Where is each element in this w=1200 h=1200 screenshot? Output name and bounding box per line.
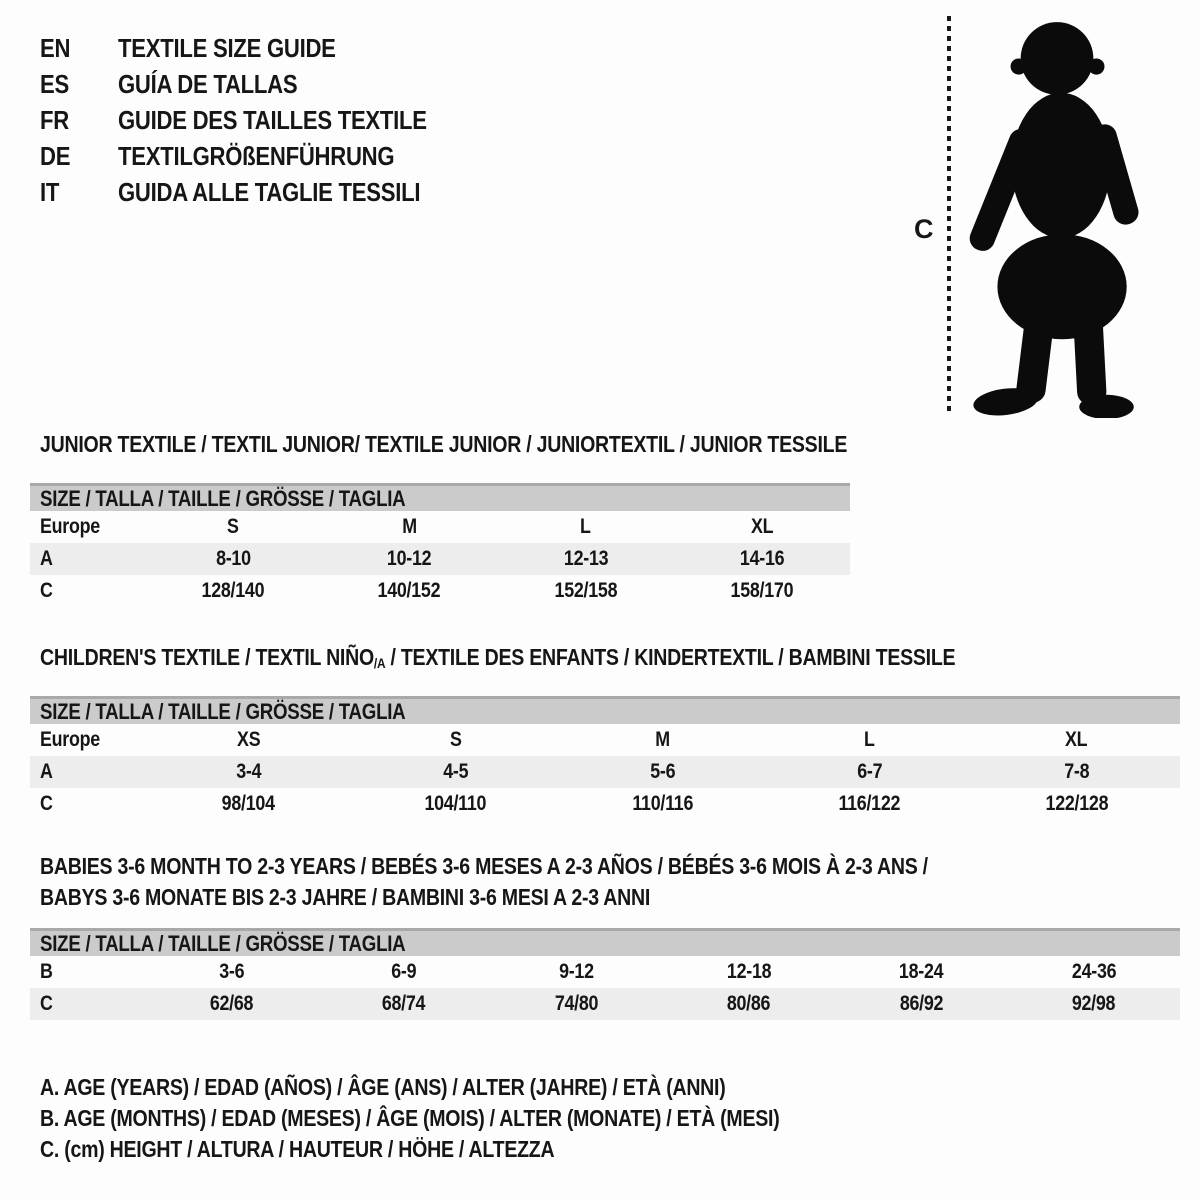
size-cell: XL bbox=[750, 515, 774, 538]
language-code: ES bbox=[40, 69, 69, 99]
babies-table-title-line1: BABIES 3-6 MONTH TO 2-3 YEARS / BEBÉS 3-6 MESES A 2-3 AÑOS / BÉBÉS 3-6 MOIS À 2-3 ANS / bbox=[40, 853, 928, 879]
toddler-silhouette-icon bbox=[964, 14, 1148, 418]
height-cell: 104/110 bbox=[424, 792, 487, 815]
size-cell: L bbox=[580, 515, 591, 538]
row-label: Europe bbox=[40, 515, 100, 538]
row-label: C bbox=[40, 992, 53, 1015]
language-row-en bbox=[40, 30, 481, 66]
size-cell: S bbox=[449, 728, 462, 751]
language-title: GUIDE DES TAILLES TEXTILE bbox=[118, 105, 427, 135]
height-cell: 68/74 bbox=[382, 992, 426, 1015]
size-cell: M bbox=[655, 728, 670, 751]
junior-table-title: JUNIOR TEXTILE / TEXTIL JUNIOR/ TEXTILE JUNIOR / JUNIORTEXTIL / JUNIOR TESSILE bbox=[40, 431, 848, 457]
height-cell: 80/86 bbox=[727, 992, 771, 1015]
children-table-title: CHILDREN'S TEXTILE / TEXTIL NIÑO bbox=[40, 644, 374, 670]
age-cell: 9-12 bbox=[558, 960, 594, 983]
children-title-sub: /A bbox=[373, 655, 386, 671]
language-title: TEXTILE SIZE GUIDE bbox=[118, 33, 336, 63]
children-size-table bbox=[30, 645, 1180, 820]
size-header-label: SIZE / TALLA / TAILLE / GRÖSSE / TAGLIA bbox=[40, 485, 406, 511]
age-cell: 10-12 bbox=[387, 547, 432, 570]
size-cell: S bbox=[227, 515, 239, 538]
language-title: GUIDA ALLE TAGLIE TESSILI bbox=[118, 177, 421, 207]
height-cell: 122/128 bbox=[1045, 792, 1108, 815]
language-code: DE bbox=[40, 141, 71, 171]
language-code: FR bbox=[40, 105, 69, 135]
age-cell: 18-24 bbox=[899, 960, 944, 983]
height-cm-row bbox=[30, 988, 1180, 1020]
height-cell: 158/170 bbox=[730, 579, 794, 602]
measure-legend bbox=[40, 1072, 910, 1165]
age-cell: 24-36 bbox=[1071, 960, 1116, 983]
europe-sizes-row bbox=[30, 511, 850, 543]
junior-size-table bbox=[30, 432, 850, 607]
height-measure-dashed-line bbox=[947, 16, 951, 416]
size-header-label: SIZE / TALLA / TAILLE / GRÖSSE / TAGLIA bbox=[40, 930, 406, 956]
size-header-label: SIZE / TALLA / TAILLE / GRÖSSE / TAGLIA bbox=[40, 698, 406, 724]
row-label: Europe bbox=[40, 728, 100, 751]
language-row-fr bbox=[40, 102, 481, 138]
height-measure-label: C bbox=[914, 214, 934, 244]
height-cell: 152/158 bbox=[554, 579, 617, 602]
age-cell: 4-5 bbox=[442, 760, 469, 783]
age-cell: 3-6 bbox=[218, 960, 244, 983]
age-cell: 8-10 bbox=[215, 547, 251, 570]
europe-sizes-row bbox=[30, 724, 1180, 756]
language-title-list bbox=[40, 30, 481, 210]
language-code: IT bbox=[40, 177, 60, 207]
row-label: A bbox=[40, 760, 53, 783]
height-cell: 62/68 bbox=[209, 992, 253, 1015]
age-cell: 6-9 bbox=[391, 960, 417, 983]
age-years-row bbox=[30, 543, 850, 575]
size-cell: XL bbox=[1065, 728, 1088, 751]
height-cell: 110/116 bbox=[632, 792, 693, 815]
legend-item-c: C. (cm) HEIGHT / ALTURA / HAUTEUR / HÖHE / ALTEZZA bbox=[40, 1136, 555, 1162]
height-cell: 98/104 bbox=[221, 792, 276, 815]
height-cell: 140/152 bbox=[378, 579, 441, 602]
language-row-de bbox=[40, 138, 481, 174]
age-cell: 5-6 bbox=[649, 760, 676, 783]
row-label: C bbox=[40, 792, 53, 815]
language-code: EN bbox=[40, 33, 71, 63]
row-label: B bbox=[40, 960, 53, 983]
age-cell: 14-16 bbox=[739, 547, 785, 570]
height-cell: 92/98 bbox=[1072, 992, 1116, 1015]
language-row-it bbox=[40, 174, 481, 210]
age-cell: 6-7 bbox=[856, 760, 883, 783]
size-cell: XS bbox=[236, 728, 261, 751]
age-cell: 3-4 bbox=[235, 760, 262, 783]
height-cell: 86/92 bbox=[899, 992, 943, 1015]
age-years-row bbox=[30, 756, 1180, 788]
row-label: A bbox=[40, 547, 53, 570]
age-cell: 12-18 bbox=[726, 960, 771, 983]
size-cell: M bbox=[402, 515, 417, 538]
height-cell: 116/122 bbox=[838, 792, 901, 815]
language-title: TEXTILGRÖßENFÜHRUNG bbox=[118, 141, 395, 171]
size-header-band bbox=[30, 483, 850, 511]
height-cell: 128/140 bbox=[201, 579, 265, 602]
language-row-es bbox=[40, 66, 481, 102]
babies-table-title-line2: BABYS 3-6 MONATE BIS 2-3 JAHRE / BAMBINI 3-6 MESI A 2-3 ANNI bbox=[40, 884, 651, 910]
legend-item-a: A. AGE (YEARS) / EDAD (AÑOS) / ÂGE (ANS) / ALTER (JAHRE) / ETÀ (ANNI) bbox=[40, 1074, 726, 1100]
language-title: GUÍA DE TALLAS bbox=[118, 69, 298, 99]
age-cell: 12-13 bbox=[563, 547, 608, 570]
size-cell: L bbox=[864, 728, 875, 751]
size-header-band bbox=[30, 696, 1180, 724]
children-title-suffix: / TEXTILE DES ENFANTS / KINDERTEXTIL / BAMBINI TESSILE bbox=[385, 644, 956, 670]
height-cm-row bbox=[30, 788, 1180, 820]
height-cm-row bbox=[30, 575, 850, 607]
row-label: C bbox=[40, 579, 53, 602]
age-cell: 7-8 bbox=[1063, 760, 1090, 783]
age-months-row bbox=[30, 956, 1180, 988]
babies-size-table bbox=[30, 851, 1180, 1020]
height-cell: 74/80 bbox=[554, 992, 598, 1015]
size-header-band bbox=[30, 928, 1180, 956]
legend-item-b: B. AGE (MONTHS) / EDAD (MESES) / ÂGE (MOIS) / ALTER (MONATE) / ETÀ (MESI) bbox=[40, 1105, 780, 1131]
